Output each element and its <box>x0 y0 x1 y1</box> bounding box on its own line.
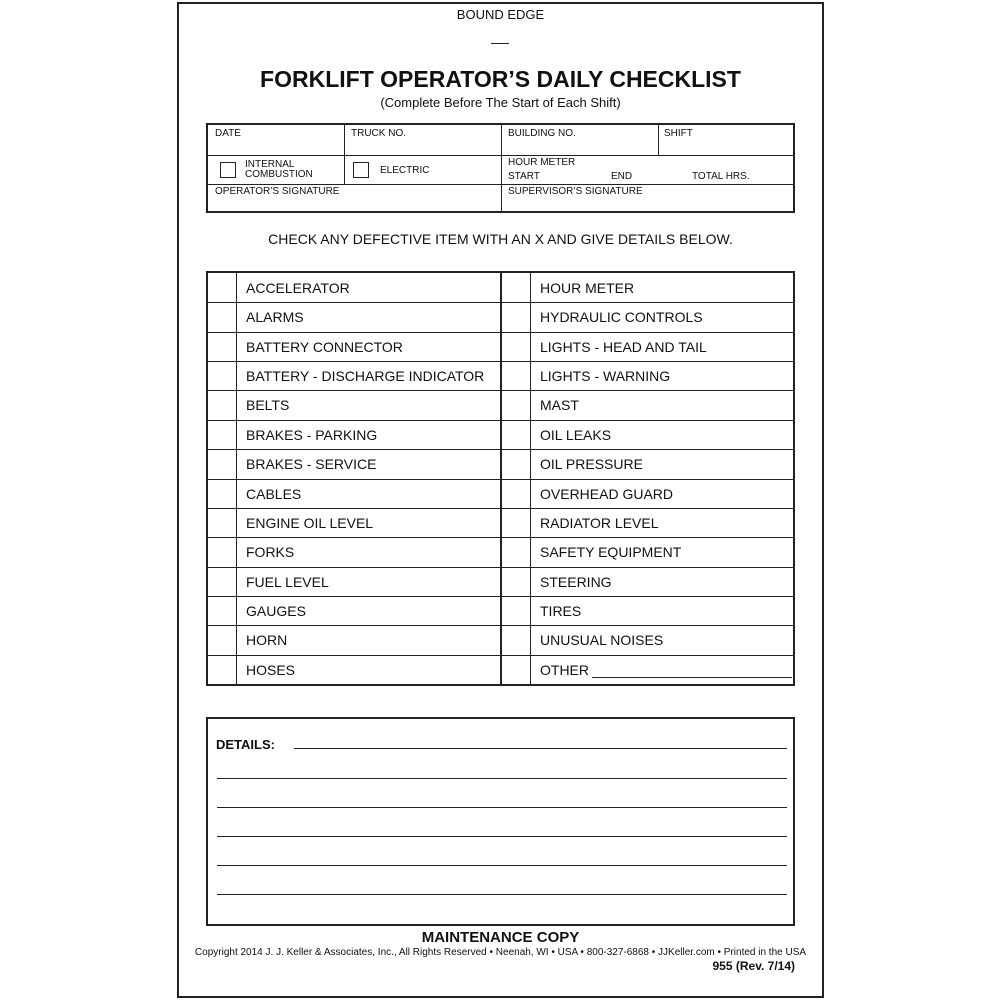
defect-check-cell[interactable] <box>208 655 237 684</box>
checklist-item: BELTS <box>246 397 290 414</box>
details-label: DETAILS: <box>216 737 275 752</box>
electric-label: ELECTRIC <box>380 165 430 176</box>
defect-check-cell[interactable] <box>500 625 529 654</box>
defect-check-cell[interactable] <box>500 449 529 478</box>
defect-check-cell[interactable] <box>500 655 529 684</box>
defect-check-cell[interactable] <box>500 332 529 361</box>
checklist-item: HORN <box>246 632 288 649</box>
bound-edge-label: BOUND EDGE <box>456 7 545 22</box>
checklist-item: LIGHTS - WARNING <box>540 368 671 385</box>
checklist-table <box>206 271 795 686</box>
checklist-item: OIL LEAKS <box>540 426 612 443</box>
other-input-line[interactable] <box>592 677 792 678</box>
defect-check-cell[interactable] <box>208 332 237 361</box>
defect-check-cell[interactable] <box>500 537 529 566</box>
combustion-text: COMBUSTION <box>245 169 313 180</box>
building-no-field[interactable]: BUILDING NO. <box>508 128 576 139</box>
checklist-item: OIL PRESSURE <box>540 456 643 473</box>
details-box <box>206 717 795 926</box>
hour-meter-start-field[interactable]: START <box>508 171 540 182</box>
checklist-item: OTHER <box>540 661 589 678</box>
defect-check-cell[interactable] <box>500 567 529 596</box>
hour-meter-end-field[interactable]: END <box>611 171 633 182</box>
form-number: 955 (Rev. 7/14) <box>712 959 795 973</box>
electric-checkbox[interactable] <box>353 162 369 178</box>
header-table <box>206 123 795 213</box>
checklist-item: SAFETY EQUIPMENT <box>540 544 682 561</box>
checklist-item: MAST <box>540 397 579 414</box>
defect-check-cell[interactable] <box>208 420 237 449</box>
copyright-text: Copyright 2014 J. J. Keller & Associates, Inc., All Rights Reserved • Neenah, WI • USA • 800-327-6868 • JJKeller.com • Printed in the USA <box>194 947 807 958</box>
defect-check-cell[interactable] <box>208 273 237 302</box>
supervisor-signature-field[interactable]: SUPERVISOR’S SIGNATURE <box>508 186 643 197</box>
defect-check-cell[interactable] <box>208 625 237 654</box>
defect-check-cell[interactable] <box>500 302 529 331</box>
checklist-item: CABLES <box>246 485 302 502</box>
date-field[interactable]: DATE <box>215 128 241 139</box>
defect-check-cell[interactable] <box>500 420 529 449</box>
internal-text: INTERNAL <box>245 159 295 170</box>
checklist-item: STEERING <box>540 573 612 590</box>
checklist-item: GAUGES <box>246 602 306 619</box>
copy-label: MAINTENANCE COPY <box>421 929 580 946</box>
checklist-item: ACCELERATOR <box>246 280 350 296</box>
checklist-item: ALARMS <box>246 309 304 326</box>
checklist-item: HOSES <box>246 661 296 678</box>
defect-check-cell[interactable] <box>500 390 529 419</box>
defect-check-cell[interactable] <box>208 390 237 419</box>
checklist-item: BATTERY - DISCHARGE INDICATOR <box>246 368 485 385</box>
internal-combustion-label <box>245 160 313 180</box>
details-line[interactable] <box>217 894 787 895</box>
defect-check-cell[interactable] <box>500 361 529 390</box>
form-title: FORKLIFT OPERATOR’S DAILY CHECKLIST <box>260 66 741 92</box>
checklist-item: FUEL LEVEL <box>246 573 329 590</box>
defect-check-cell[interactable] <box>500 508 529 537</box>
checklist-item: TIRES <box>540 602 582 619</box>
instruction-text: CHECK ANY DEFECTIVE ITEM WITH AN X AND GIVE DETAILS BELOW. <box>268 231 733 247</box>
hour-meter-label: HOUR METER <box>508 157 576 168</box>
details-line[interactable] <box>217 836 787 837</box>
checklist-item: HYDRAULIC CONTROLS <box>540 309 703 326</box>
checklist-item: BATTERY CONNECTOR <box>246 338 403 355</box>
defect-check-cell[interactable] <box>208 508 237 537</box>
checklist-item: OVERHEAD GUARD <box>540 485 674 502</box>
shift-field[interactable]: SHIFT <box>664 128 693 139</box>
checklist-item: UNUSUAL NOISES <box>540 632 664 649</box>
defect-check-cell[interactable] <box>208 479 237 508</box>
defect-check-cell[interactable] <box>208 302 237 331</box>
internal-combustion-checkbox[interactable] <box>220 162 236 178</box>
details-line[interactable] <box>217 778 787 779</box>
defect-check-cell[interactable] <box>500 596 529 625</box>
defect-check-cell[interactable] <box>208 361 237 390</box>
form-subtitle: (Complete Before The Start of Each Shift) <box>380 95 621 110</box>
defect-check-cell[interactable] <box>208 596 237 625</box>
defect-check-cell[interactable] <box>208 537 237 566</box>
checklist-item: HOUR METER <box>540 280 635 296</box>
checklist-item: RADIATOR LEVEL <box>540 514 659 531</box>
total-hours-field[interactable]: TOTAL HRS. <box>692 171 750 182</box>
details-line[interactable] <box>217 807 787 808</box>
bound-edge-mark <box>491 43 509 44</box>
checklist-item: BRAKES - PARKING <box>246 426 378 443</box>
truck-no-field[interactable]: TRUCK NO. <box>351 128 406 139</box>
operator-signature-field[interactable]: OPERATOR’S SIGNATURE <box>215 186 340 197</box>
checklist-item: ENGINE OIL LEVEL <box>246 514 374 531</box>
defect-check-cell[interactable] <box>500 479 529 508</box>
details-line[interactable] <box>294 748 787 749</box>
details-line[interactable] <box>217 865 787 866</box>
defect-check-cell[interactable] <box>500 273 529 302</box>
checklist-item: BRAKES - SERVICE <box>246 456 377 473</box>
checklist-item: FORKS <box>246 544 295 561</box>
checklist-item: LIGHTS - HEAD AND TAIL <box>540 338 707 355</box>
defect-check-cell[interactable] <box>208 449 237 478</box>
defect-check-cell[interactable] <box>208 567 237 596</box>
